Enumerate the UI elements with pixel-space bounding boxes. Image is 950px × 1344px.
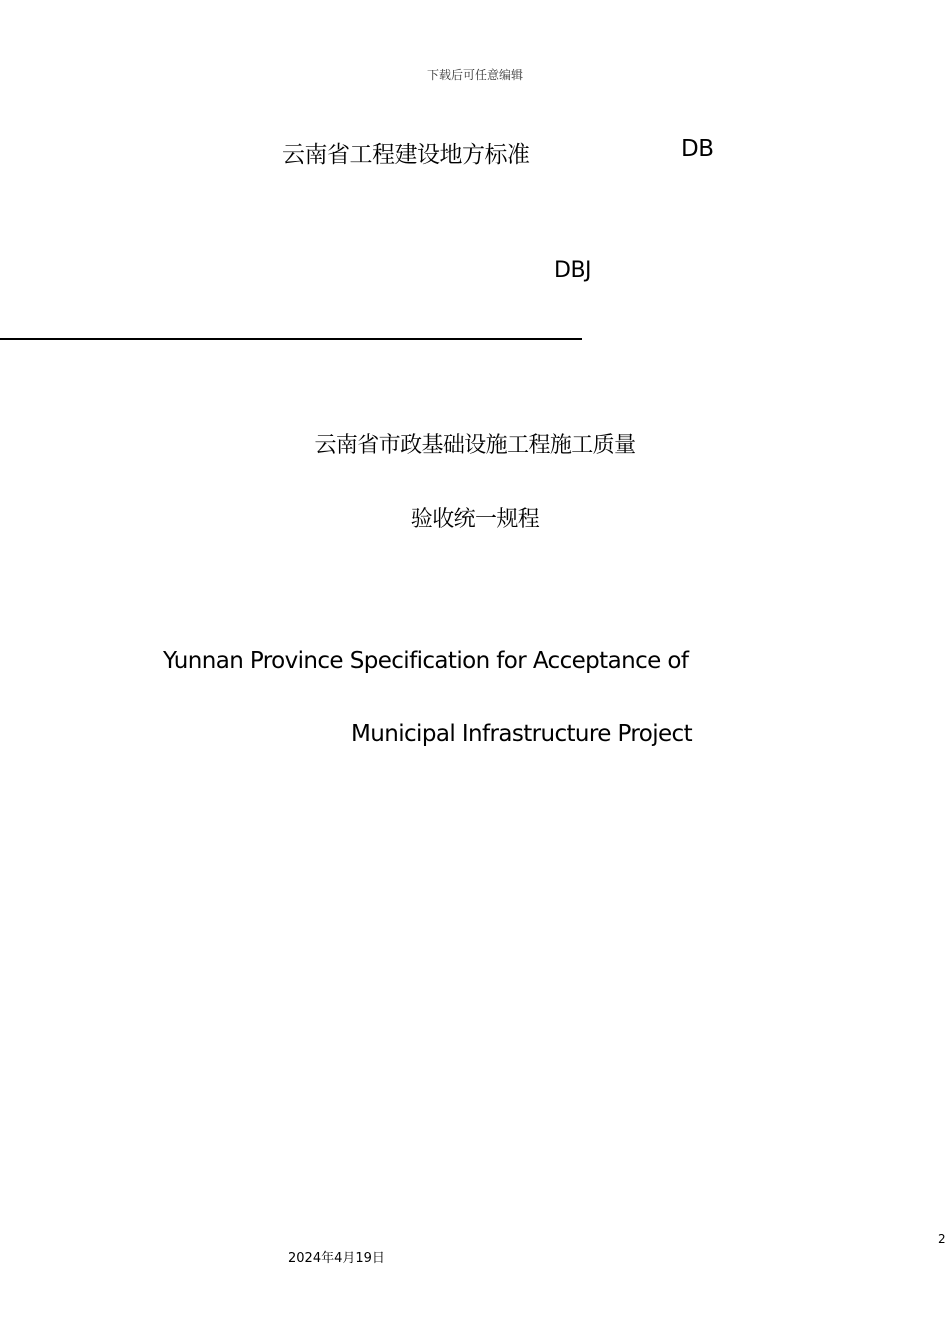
- title-english-line-1: Yunnan Province Specification for Acceptance of: [163, 648, 689, 674]
- standard-code-db: DB: [681, 136, 714, 162]
- standard-category: 云南省工程建设地方标准: [282, 142, 530, 168]
- footer-date: 2024年4月19日: [288, 1251, 385, 1266]
- title-english-line-2: Municipal Infrastructure Project: [351, 721, 693, 747]
- standard-code-dbj: DBJ: [554, 258, 592, 283]
- title-chinese-line-1: 云南省市政基础设施工程施工质量: [314, 433, 636, 458]
- title-chinese-line-2: 验收统一规程: [410, 507, 540, 532]
- header-note: 下载后可任意编辑: [426, 68, 523, 82]
- horizontal-rule: [0, 338, 582, 340]
- page-number: 2: [938, 1232, 946, 1246]
